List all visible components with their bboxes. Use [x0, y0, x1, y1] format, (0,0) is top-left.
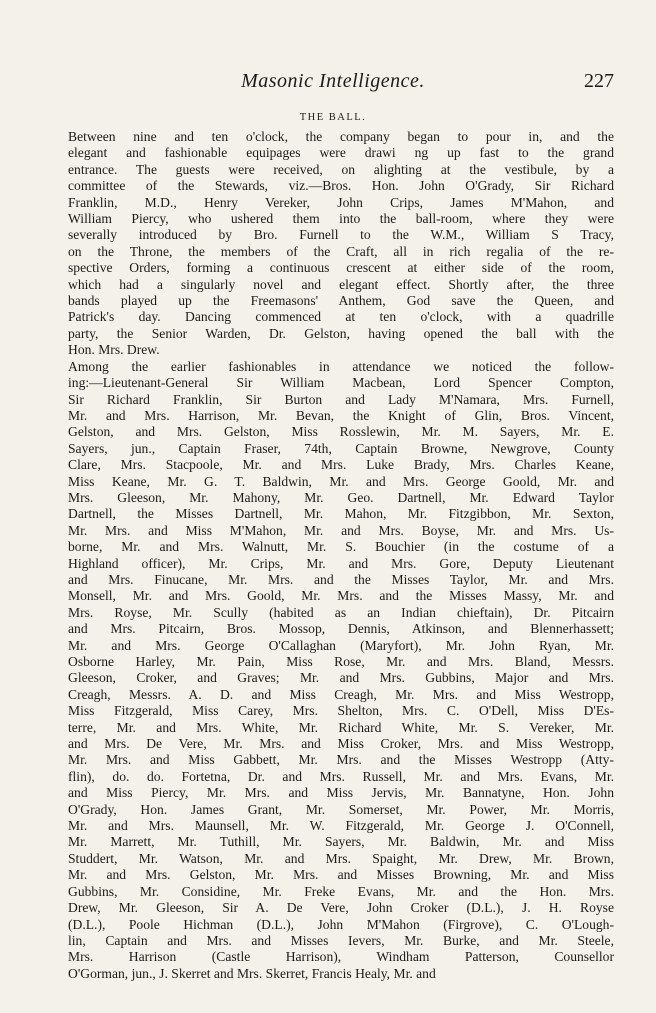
text-line: Mr. Mrs. and Miss M'Mahon, Mr. and Mrs. Boyse, Mr. and Mrs. Us-	[68, 522, 614, 538]
paragraph	[52, 129, 614, 359]
text-line: Monsell, Mr. and Mrs. Goold, Mr. Mrs. and the Misses Massy, Mr. and	[68, 588, 614, 604]
paragraph	[52, 359, 614, 982]
text-line: O'Gorman, jun., J. Skerret and Mrs. Skerret, Francis Healy, Mr. and	[68, 965, 436, 981]
text-line: elegant and fashionable equipages were drawi ng up fast to the grand	[68, 145, 614, 161]
text-line: Mr. Mrs. and Miss Gabbett, Mr. Mrs. and the Misses Westropp (Atty-	[68, 752, 614, 768]
text-line: Creagh, Messrs. A. D. and Miss Creagh, Mr. Mrs. and Miss Westropp,	[68, 686, 614, 702]
text-line: and Mrs. Pitcairn, Bros. Mossop, Dennis, Atkinson, and Blennerhassett;	[68, 621, 614, 637]
text-line: borne, Mr. and Mrs. Walnutt, Mr. S. Bouchier (in the costume of a	[68, 539, 614, 555]
text-line: Miss Keane, Mr. G. T. Baldwin, Mr. and Mrs. George Goold, Mr. and	[68, 473, 614, 489]
text-line: Gleeson, Croker, and Graves; Mr. and Mrs. Gubbins, Major and Mrs.	[68, 670, 614, 686]
text-line: and Mrs. De Vere, Mr. Mrs. and Miss Croker, Mrs. and Miss Westropp,	[68, 736, 614, 752]
text-line: Franklin, M.D., Henry Vereker, John Crips, James M'Mahon, and	[68, 194, 614, 210]
text-line: O'Grady, Hon. James Grant, Mr. Somerset, Mr. Power, Mr. Morris,	[68, 801, 614, 817]
text-line: Mr. Marrett, Mr. Tuthill, Mr. Sayers, Mr. Baldwin, Mr. and Miss	[68, 834, 614, 850]
text-line: on the Throne, the members of the Craft, all in rich regalia of the re-	[68, 243, 614, 259]
text-line: Osborne Harley, Mr. Pain, Miss Rose, Mr. and Mrs. Bland, Messrs.	[68, 654, 614, 669]
text-line: Mr. and Mrs. Harrison, Mr. Bevan, the Knight of Glin, Bros. Vincent,	[68, 407, 614, 423]
text-line: flin), do. do. Fortetna, Dr. and Mrs. Russell, Mr. and Mrs. Evans, Mr.	[68, 768, 614, 784]
text-line: and Mrs. Finucane, Mr. Mrs. and the Misses Taylor, Mr. and Mrs.	[68, 571, 614, 587]
text-line: spective Orders, forming a continuous crescent at either side of the room,	[68, 260, 614, 276]
text-line: Highland officer), Mr. Crips, Mr. and Mrs. Gore, Deputy Lieutenant	[68, 555, 614, 571]
text-line: Mrs. Harrison (Castle Harrison), Windham Patterson, Counsellor	[68, 949, 614, 965]
text-line: terre, Mr. and Mrs. White, Mr. Richard White, Mr. S. Vereker, Mr.	[68, 719, 614, 735]
running-title: Masonic Intelligence.	[241, 70, 425, 92]
body-text	[52, 129, 614, 982]
page-header	[52, 70, 614, 100]
text-line: committee of the Stewards, viz.—Bros. Hon. John O'Grady, Sir Richard	[68, 178, 614, 194]
text-line: Dartnell, the Misses Dartnell, Mr. Mahon, Mr. Fitzgibbon, Mr. Sexton,	[68, 506, 614, 522]
text-line: Miss Fitzgerald, Miss Carey, Mrs. Shelton, Mrs. C. O'Dell, Miss D'Es-	[68, 703, 614, 719]
text-line: Between nine and ten o'clock, the company began to pour in, and the	[68, 129, 614, 144]
text-line: Sayers, jun., Captain Fraser, 74th, Captain Browne, Newgrove, County	[68, 440, 614, 456]
text-line: which had a singularly novel and elegant effect. Shortly after, the three	[68, 276, 614, 292]
text-line: severally introduced by Bro. Furnell to the W.M., William S Tracy,	[68, 227, 614, 243]
book-page	[52, 70, 614, 982]
text-line: William Piercy, who ushered them into the ball-room, where they were	[68, 211, 614, 227]
text-line: Patrick's day. Dancing commenced at ten o'clock, with a quadrille	[68, 309, 614, 325]
text-line: and Miss Piercy, Mr. Mrs. and Miss Jervis, Mr. Bannatyne, Hon. John	[68, 785, 614, 801]
text-line: Among the earlier fashionables in attendance we noticed the follow-	[68, 358, 614, 374]
text-line: Drew, Mr. Gleeson, Sir A. De Vere, John Croker (D.L.), J. H. Royse	[68, 900, 614, 916]
text-line: (D.L.), Poole Hichman (D.L.), John M'Mahon (Firgrove), C. O'Lough-	[68, 916, 614, 932]
text-line: bands played up the Freemasons' Anthem, God save the Queen, and	[68, 293, 614, 309]
text-line: Gubbins, Mr. Considine, Mr. Freke Evans, Mr. and the Hon. Mrs.	[68, 883, 614, 899]
text-line: Mr. and Mrs. George O'Callaghan (Maryfort), Mr. John Ryan, Mr.	[68, 637, 614, 653]
text-line: party, the Senior Warden, Dr. Gelston, having opened the ball with the	[68, 325, 614, 341]
section-heading: THE BALL.	[299, 112, 367, 123]
text-line: lin, Captain and Mrs. and Misses Ievers, Mr. Burke, and Mr. Steele,	[68, 932, 614, 948]
text-line: Mrs. Royse, Mr. Scully (habited as an Indian chieftain), Dr. Pitcairn	[68, 604, 614, 620]
text-line: Sir Richard Franklin, Sir Burton and Lady M'Namara, Mrs. Furnell,	[68, 391, 614, 407]
text-line: entrance. The guests were received, on alighting at the vestibule, by a	[68, 161, 614, 177]
text-line: Studdert, Mr. Watson, Mr. and Mrs. Spaight, Mr. Drew, Mr. Brown,	[68, 850, 614, 866]
text-line: Hon. Mrs. Drew.	[68, 342, 160, 358]
text-line: Clare, Mrs. Stacpoole, Mr. and Mrs. Luke Brady, Mrs. Charles Keane,	[68, 457, 614, 473]
text-line: Mr. and Mrs. Gelston, Mr. Mrs. and Misses Browning, Mr. and Miss	[68, 867, 614, 883]
page-number: 227	[584, 70, 614, 92]
text-line: ing:—Lieutenant-General Sir William Macbean, Lord Spencer Compton,	[68, 375, 614, 391]
text-line: Gelston, and Mrs. Gelston, Miss Rosslewin, Mr. M. Sayers, Mr. E.	[68, 424, 614, 440]
text-line: Mr. and Mrs. Maunsell, Mr. W. Fitzgerald, Mr. George J. O'Connell,	[68, 818, 614, 834]
text-line: Mrs. Gleeson, Mr. Mahony, Mr. Geo. Dartnell, Mr. Edward Taylor	[68, 489, 614, 505]
